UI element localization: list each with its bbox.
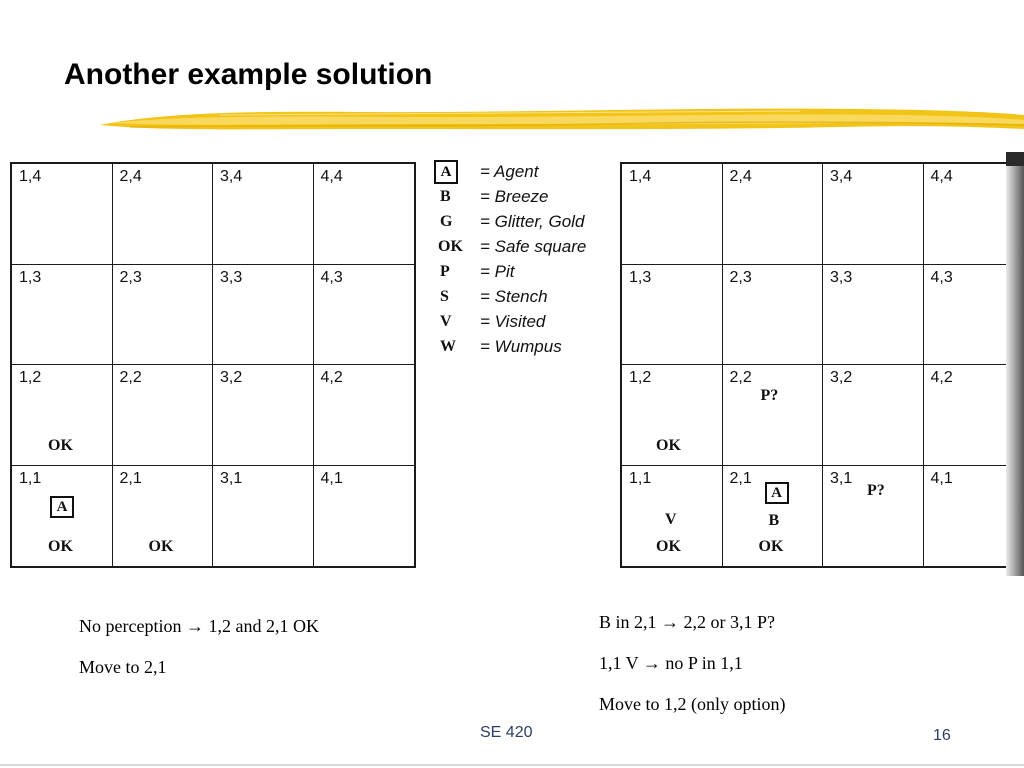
grid-cell bbox=[314, 164, 415, 265]
cell-coordinate: 3,2 bbox=[220, 369, 243, 386]
legend-key: W bbox=[440, 338, 456, 355]
legend-key: G bbox=[440, 213, 453, 230]
cell-coordinate: 3,4 bbox=[830, 168, 853, 185]
cell-coordinate: 4,2 bbox=[320, 369, 343, 386]
legend-key: S bbox=[440, 288, 449, 305]
cell-coordinate: 4,4 bbox=[320, 168, 343, 185]
arrow-icon: → bbox=[661, 612, 680, 632]
slide-title: Another example solution bbox=[64, 58, 433, 91]
grid-cell bbox=[723, 365, 824, 466]
grid-cell bbox=[823, 265, 924, 366]
legend-item-breeze bbox=[434, 185, 614, 209]
cell-coordinate: 2,2 bbox=[729, 369, 752, 386]
grid-cell bbox=[12, 466, 113, 567]
grid-cell bbox=[622, 466, 723, 567]
legend-value: = Breeze bbox=[480, 187, 549, 206]
note-right-1 bbox=[599, 612, 775, 633]
legend-item-glitter bbox=[434, 210, 614, 234]
grid-cell bbox=[622, 365, 723, 466]
cell-coordinate: 2,3 bbox=[119, 268, 142, 286]
grid-cell bbox=[723, 164, 824, 265]
note-left-1 bbox=[79, 616, 319, 637]
cell-coordinate: 4,1 bbox=[930, 469, 953, 487]
breeze-mark: B bbox=[768, 511, 780, 529]
safe-mark: OK bbox=[656, 437, 681, 454]
grid-cell bbox=[12, 164, 113, 265]
legend-value: = Stench bbox=[480, 287, 548, 306]
grid-cell bbox=[314, 265, 415, 366]
grid-cell bbox=[213, 365, 314, 466]
note-text: B in 2,1 bbox=[599, 612, 657, 632]
scan-edge-corner bbox=[1006, 152, 1024, 166]
cell-coordinate: 3,2 bbox=[830, 369, 853, 386]
note-right-3: Move to 1,2 (only option) bbox=[599, 694, 786, 714]
legend-item-safe bbox=[434, 235, 614, 259]
note-text: 2,2 or 3,1 P? bbox=[683, 612, 776, 632]
cell-coordinate: 1,3 bbox=[19, 268, 42, 286]
arrow-icon: → bbox=[642, 653, 661, 673]
grid-cell bbox=[213, 466, 314, 567]
grid-cell bbox=[113, 265, 214, 366]
legend-item-stench bbox=[434, 285, 614, 309]
legend-value: = Visited bbox=[480, 312, 546, 331]
legend-item-wumpus bbox=[434, 335, 614, 359]
legend-value: = Glitter, Gold bbox=[480, 212, 585, 231]
possible-pit-mark: P? bbox=[760, 387, 779, 404]
grid-cell bbox=[113, 466, 214, 567]
legend-key: A bbox=[434, 160, 458, 184]
cell-coordinate: 3,1 bbox=[220, 469, 243, 487]
legend-item-visited bbox=[434, 310, 614, 334]
grid-cell bbox=[723, 466, 824, 567]
note-left-2: Move to 2,1 bbox=[79, 657, 167, 677]
agent-marker: A bbox=[50, 496, 74, 518]
cell-coordinate: 1,4 bbox=[629, 168, 652, 185]
cell-coordinate: 4,4 bbox=[930, 168, 953, 185]
arrow-icon: → bbox=[185, 616, 204, 636]
grid-cell bbox=[314, 466, 415, 567]
safe-mark: OK bbox=[48, 437, 73, 454]
grid-cell bbox=[12, 265, 113, 366]
grid-cell bbox=[113, 365, 214, 466]
grid-cell bbox=[622, 164, 723, 265]
grid-cell bbox=[213, 164, 314, 265]
grid-cell bbox=[12, 365, 113, 466]
footer-divider bbox=[0, 764, 1024, 766]
cell-coordinate: 3,3 bbox=[220, 268, 243, 286]
agent-marker: A bbox=[765, 482, 789, 504]
cell-coordinate: 2,3 bbox=[729, 268, 752, 286]
safe-mark: OK bbox=[758, 537, 784, 555]
cell-coordinate: 2,4 bbox=[119, 168, 142, 185]
safe-mark: OK bbox=[148, 537, 174, 555]
grid-cell bbox=[823, 164, 924, 265]
note-text: 1,1 V bbox=[599, 653, 639, 673]
footer-course: SE 420 bbox=[480, 724, 533, 741]
note-text: no P in 1,1 bbox=[665, 653, 743, 673]
legend-value: = Pit bbox=[480, 262, 515, 281]
grid-cell bbox=[723, 265, 824, 366]
cell-coordinate: 3,1 bbox=[830, 469, 853, 487]
cell-coordinate: 4,2 bbox=[930, 369, 953, 386]
legend-key: P bbox=[440, 263, 450, 280]
cell-coordinate: 2,2 bbox=[119, 369, 142, 386]
scan-edge-shadow bbox=[1006, 152, 1024, 576]
legend-item-agent bbox=[434, 160, 614, 184]
cell-coordinate: 3,3 bbox=[830, 268, 853, 286]
legend-value: = Wumpus bbox=[480, 337, 562, 356]
possible-pit-mark: P? bbox=[867, 481, 885, 499]
legend-key: B bbox=[440, 188, 451, 205]
left-wumpus-grid bbox=[10, 162, 416, 568]
cell-coordinate: 4,3 bbox=[320, 268, 343, 286]
cell-coordinate: 1,4 bbox=[19, 168, 42, 185]
cell-coordinate: 2,4 bbox=[729, 168, 752, 185]
cell-coordinate: 2,1 bbox=[119, 469, 142, 487]
cell-coordinate: 4,3 bbox=[930, 268, 953, 286]
legend-key: OK bbox=[438, 238, 463, 255]
cell-coordinate: 1,2 bbox=[19, 369, 42, 386]
legend-value: = Safe square bbox=[480, 237, 587, 256]
title-underline-swoosh bbox=[100, 103, 1024, 139]
safe-mark: OK bbox=[656, 537, 681, 555]
grid-cell bbox=[113, 164, 214, 265]
note-text: 1,2 and 2,1 OK bbox=[208, 616, 319, 636]
cell-coordinate: 1,1 bbox=[629, 469, 652, 487]
grid-cell bbox=[314, 365, 415, 466]
safe-mark: OK bbox=[48, 537, 73, 555]
grid-cell bbox=[823, 466, 924, 567]
grid-cell bbox=[213, 265, 314, 366]
cell-coordinate: 1,3 bbox=[629, 268, 652, 286]
legend-value: = Agent bbox=[480, 162, 539, 181]
right-wumpus-grid bbox=[620, 162, 1024, 568]
visited-mark: V bbox=[665, 510, 677, 528]
grid-cell bbox=[622, 265, 723, 366]
cell-coordinate: 4,1 bbox=[320, 469, 343, 487]
cell-coordinate: 1,2 bbox=[629, 369, 652, 386]
note-right-2 bbox=[599, 653, 743, 674]
legend-item-pit bbox=[434, 260, 614, 284]
cell-coordinate: 2,1 bbox=[729, 469, 752, 487]
cell-coordinate: 1,1 bbox=[19, 469, 42, 487]
legend-key: V bbox=[440, 313, 452, 330]
footer-page-number: 16 bbox=[933, 727, 951, 744]
note-text: No perception bbox=[79, 616, 182, 636]
cell-coordinate: 3,4 bbox=[220, 168, 243, 185]
grid-cell bbox=[823, 365, 924, 466]
